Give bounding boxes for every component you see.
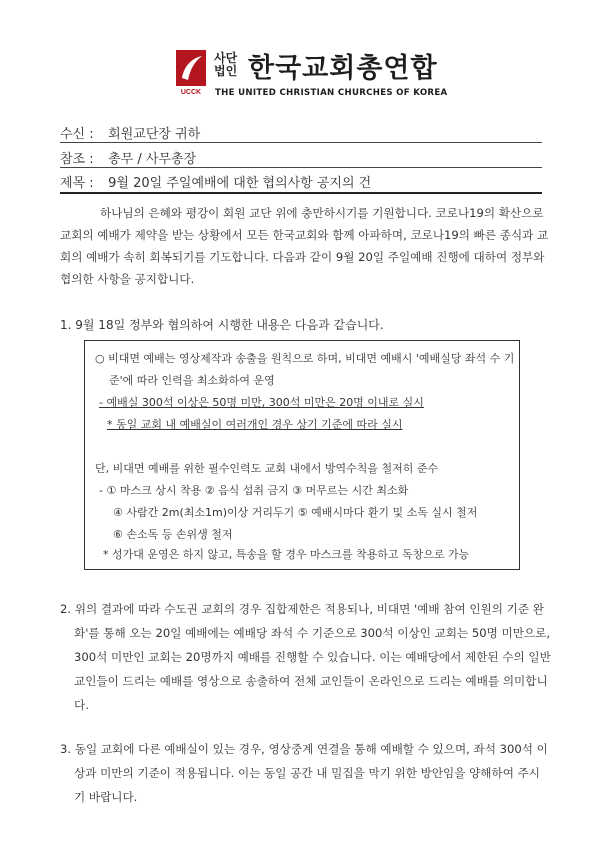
box-line: * 성가대 운영은 하지 않고, 특송을 할 경우 마스크를 착용하고 독창으로 가능 xyxy=(103,548,470,561)
ucck-logo xyxy=(174,48,208,96)
item-3-line: 상과 미만의 기준이 적용됩니다. 이는 동일 공간 내 밀집을 막기 위한 방안임을 양해하여 주시 xyxy=(74,766,540,780)
item-2-line: 교인들이 드리는 예배를 영상으로 송출하여 전체 교인들이 온라인으로 드리는 예배를 의미합니 xyxy=(74,674,548,688)
box-line-underlined: * 동일 교회 내 예배실이 여러개인 경우 상기 기준에 따라 실시 xyxy=(107,418,403,431)
box-line: ⑥ 손소독 등 손위생 철저 xyxy=(113,528,233,541)
item-2-line: 300석 미만인 교회는 20명까지 예배를 진행할 수 있습니다. 이는 예배당에서 제한된 수의 일반 xyxy=(74,650,551,664)
item-3-line: 3. 동일 교회에 다른 예배실이 있는 경우, 영상중계 연결을 통해 예배할 수 있으며, 좌석 300석 이 xyxy=(60,742,548,756)
cc-label: 참조 : xyxy=(60,152,94,167)
logo-text: UCCK xyxy=(180,89,202,96)
divider xyxy=(60,167,542,168)
box-line: 단, 비대면 예배를 위한 필수인력도 교회 내에서 방역수칙을 철저히 준수 xyxy=(95,462,439,475)
divider xyxy=(60,142,542,143)
subject-row xyxy=(60,172,371,191)
org-name-ko: 한국교회총연합 xyxy=(248,53,438,84)
recipient-row xyxy=(60,123,200,142)
notice-box xyxy=(84,340,520,570)
org-name-en: THE UNITED CHRISTIAN CHURCHES OF KOREA xyxy=(215,88,448,98)
box-line: ④ 사람간 2m(최소1m)이상 거리두기 ⑤ 예배시마다 환기 및 소독 실시 철저 xyxy=(113,506,478,519)
box-line: ○ 비대면 예배는 영상제작과 송출을 원칙으로 하며, 비대면 예배시 '예배실당 좌석 수 기 xyxy=(95,352,515,365)
subject-value: 9월 20일 주일예배에 대한 협의사항 공지의 건 xyxy=(108,176,372,191)
item-3-line: 기 바랍니다. xyxy=(74,790,138,804)
recipient-label: 수신 : xyxy=(60,127,94,142)
box-line: - ① 마스크 상시 착용 ② 음식 섭취 금지 ③ 머무르는 시간 최소화 xyxy=(99,484,409,497)
box-line: 준'에 따라 인력을 최소화하여 운영 xyxy=(109,374,275,387)
cc-value: 총무 / 사무총장 xyxy=(108,152,197,167)
cc-row xyxy=(60,148,196,167)
box-line-underlined: - 예배실 300석 이상은 50명 미만, 300석 미만은 20명 이내로 실시 xyxy=(99,396,424,409)
item-2-line: 화'를 통해 오는 20일 예배에는 예배당 좌석 수 기준으로 300석 이상인 교회는 50명 미만으로, xyxy=(74,626,551,640)
intro-line: 회의 예배가 속히 회복되기를 기도합니다. 다음과 같이 9월 20일 주일예배 진행에 대하여 정부와 xyxy=(60,250,545,264)
item-2-line: 2. 위의 결과에 따라 수도권 교회의 경우 집합제한은 적용되나, 비대면 '예배 참여 인원의 기준 완 xyxy=(60,602,544,616)
intro-line: 교회의 예배가 제약을 받는 상황에서 모든 한국교회와 함께 아파하며, 코로나19의 빠른 종식과 교 xyxy=(60,228,549,242)
recipient-value: 회원교단장 귀하 xyxy=(108,127,201,142)
divider xyxy=(60,192,542,194)
legal-prefix: 사단 법인 xyxy=(214,51,238,78)
item-2-line: 다. xyxy=(74,698,89,712)
item-1-title: 1. 9월 18일 정부와 협의하여 시행한 내용은 다음과 같습니다. xyxy=(60,318,384,332)
intro-line: 협의한 사항을 공지합니다. xyxy=(60,272,195,286)
subject-label: 제목 : xyxy=(60,176,94,191)
intro-line: 하나님의 은혜와 평강이 회원 교단 위에 충만하시기를 기원합니다. 코로나19의 확산으로 xyxy=(100,206,544,220)
